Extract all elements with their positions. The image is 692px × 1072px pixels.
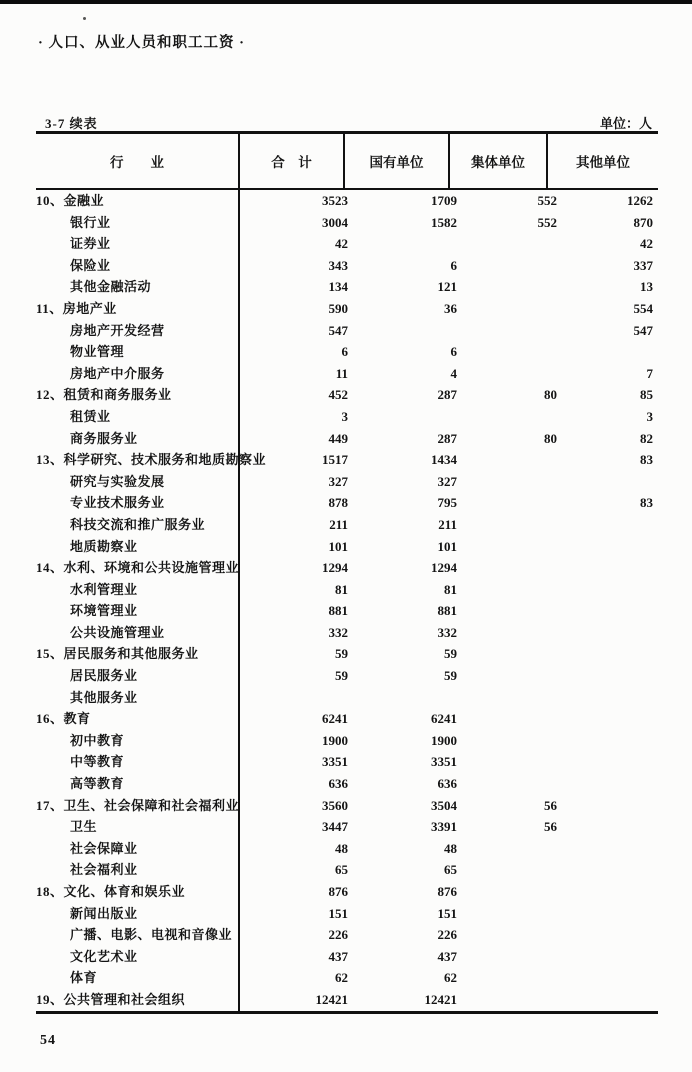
cell-total: 59 [335,646,348,662]
cell-total: 878 [328,495,348,511]
cell-state-owned: 6241 [431,711,457,727]
cell-state-owned: 62 [444,970,457,986]
table-row [36,449,658,471]
row-label-industry: 广播、电影、电视和音像业 [36,924,240,946]
row-label-industry: 其他服务业 [36,687,240,709]
row-label-industry: 房地产中介服务 [36,363,240,385]
table-header-row [36,134,658,190]
table-row [36,190,658,212]
cell-other: 83 [640,452,653,468]
chapter-title: · 人口、从业人员和职工工资 · [38,35,245,51]
table-row [36,687,658,709]
table-row [36,795,658,817]
cell-total: 590 [328,300,348,316]
row-label-industry: 物业管理 [36,341,240,363]
cell-state-owned: 1582 [431,214,457,230]
cell-state-owned: 332 [437,624,457,640]
cell-total: 6 [341,344,348,360]
row-label-industry: 12、租赁和商务服务业 [36,384,240,406]
cell-state-owned: 287 [437,387,457,403]
cell-total: 3004 [322,214,348,230]
table-body [36,190,658,1011]
row-label-industry: 15、居民服务和其他服务业 [36,643,240,665]
row-label-industry: 14、水利、环境和公共设施管理业 [36,557,240,579]
cell-total: 12421 [315,991,348,1007]
row-label-industry: 中等教育 [36,751,240,773]
row-label-industry: 文化艺术业 [36,946,240,968]
row-label-industry: 保险业 [36,255,240,277]
table-row [36,341,658,363]
row-label-industry: 租赁业 [36,406,240,428]
cell-total: 547 [328,322,348,338]
table-row [36,536,658,558]
cell-state-owned: 876 [437,884,457,899]
table-row [36,384,658,406]
row-label-industry: 10、金融业 [36,190,240,212]
table-row [36,428,658,450]
cell-total: 226 [328,927,348,943]
row-label-industry: 专业技术服务业 [36,492,240,514]
cell-state-owned: 3391 [431,819,457,835]
table-row [36,557,658,579]
table-row [36,708,658,730]
row-label-industry: 13、科学研究、技术服务和地质勘察业 [36,449,240,471]
cell-state-owned: 1294 [431,560,457,576]
cell-total: 81 [335,581,348,597]
cell-state-owned: 1709 [431,193,457,208]
cell-total: 1900 [322,732,348,748]
table-row [36,903,658,925]
row-label-industry: 11、房地产业 [36,298,240,320]
cell-total: 452 [328,387,348,403]
cell-other: 85 [640,387,653,403]
cell-state-owned: 6 [450,257,457,273]
cell-total: 437 [328,948,348,964]
cell-other: 7 [646,365,653,381]
cell-total: 11 [335,365,348,381]
row-label-industry: 社会保障业 [36,838,240,860]
cell-other: 3 [646,408,653,424]
cell-state-owned: 59 [444,668,457,684]
table-row [36,881,658,903]
cell-total: 6241 [322,711,348,727]
table-row [36,838,658,860]
row-label-industry: 房地产开发经营 [36,320,240,342]
table-row [36,320,658,342]
table-row [36,924,658,946]
table-row [36,967,658,989]
cell-state-owned: 795 [437,495,457,511]
column-header-total: 合 计 [240,134,345,188]
table-row [36,276,658,298]
table-row [36,773,658,795]
row-label-industry: 17、卫生、社会保障和社会福利业 [36,795,240,817]
row-label-industry: 银行业 [36,212,240,234]
cell-total: 211 [329,516,348,532]
row-label-industry: 卫生 [36,816,240,838]
table-row [36,212,658,234]
row-label-industry: 公共设施管理业 [36,622,240,644]
row-label-industry: 16、教育 [36,708,240,730]
cell-total: 636 [328,776,348,792]
statistics-table [36,131,658,1014]
cell-state-owned: 1900 [431,732,457,748]
row-label-industry: 证券业 [36,233,240,255]
cell-total: 881 [328,603,348,619]
cell-other: 547 [633,322,653,338]
row-label-industry: 18、文化、体育和娱乐业 [36,881,240,903]
column-header-collective: 集体单位 [450,134,548,188]
cell-other: 82 [640,430,653,446]
row-label-industry: 体育 [36,967,240,989]
cell-state-owned: 81 [444,581,457,597]
cell-state-owned: 437 [437,948,457,964]
cell-state-owned: 59 [444,646,457,662]
cell-total: 59 [335,668,348,684]
page-number: 54 [40,1033,56,1048]
column-header-other: 其他单位 [576,155,630,170]
cell-collective: 552 [537,214,557,230]
cell-total: 3 [341,408,348,424]
column-header-industry: 行 业 [36,134,240,188]
cell-total: 3523 [322,193,348,208]
table-row [36,406,658,428]
row-label-industry: 地质勘察业 [36,536,240,558]
row-label-industry: 研究与实验发展 [36,471,240,493]
row-label-industry: 商务服务业 [36,428,240,450]
row-label-industry: 初中教育 [36,730,240,752]
cell-state-owned: 4 [450,365,457,381]
table-row [36,298,658,320]
row-label-industry: 19、公共管理和社会组织 [36,989,240,1011]
cell-state-owned: 881 [437,603,457,619]
cell-total: 151 [328,905,348,921]
table-row [36,363,658,385]
cell-state-owned: 226 [437,927,457,943]
cell-total: 62 [335,970,348,986]
cell-other: 337 [633,257,653,273]
table-row [36,514,658,536]
row-label-industry: 环境管理业 [36,600,240,622]
table-caption: 3-7 续表 [45,116,98,131]
cell-total: 449 [328,430,348,446]
table-row [36,233,658,255]
cell-collective: 552 [537,193,557,208]
scan-speck [83,17,86,20]
table-row [36,816,658,838]
table-row [36,946,658,968]
cell-state-owned: 3504 [431,797,457,813]
cell-state-owned: 121 [437,279,457,295]
row-label-industry: 高等教育 [36,773,240,795]
cell-state-owned: 211 [438,516,457,532]
row-label-industry: 科技交流和推广服务业 [36,514,240,536]
row-label-industry: 新闻出版业 [36,903,240,925]
row-label-industry: 水利管理业 [36,579,240,601]
column-header-state-owned: 国有单位 [345,134,450,188]
row-label-industry: 社会福利业 [36,859,240,881]
table-row [36,730,658,752]
table-row [36,255,658,277]
cell-total: 327 [328,473,348,489]
row-label-industry: 其他金融活动 [36,276,240,298]
table-row [36,579,658,601]
table-row [36,622,658,644]
scan-edge-artifact [0,0,692,4]
cell-total: 101 [328,538,348,554]
cell-state-owned: 636 [437,776,457,792]
cell-state-owned: 101 [437,538,457,554]
table-row [36,643,658,665]
table-row [36,859,658,881]
table-row [36,492,658,514]
table-row [36,471,658,493]
table-row [36,989,658,1011]
cell-state-owned: 287 [437,430,457,446]
cell-state-owned: 3351 [431,754,457,770]
cell-total: 343 [328,257,348,273]
cell-state-owned: 48 [444,840,457,856]
cell-total: 3351 [322,754,348,770]
cell-total: 332 [328,624,348,640]
cell-collective: 56 [544,797,557,813]
cell-other: 13 [640,279,653,295]
cell-other: 42 [640,236,653,252]
table-row [36,600,658,622]
table-row [36,751,658,773]
cell-state-owned: 65 [444,862,457,878]
cell-state-owned: 6 [450,344,457,360]
cell-total: 65 [335,862,348,878]
cell-state-owned: 151 [437,905,457,921]
cell-state-owned: 1434 [431,452,457,468]
cell-total: 42 [335,236,348,252]
cell-total: 134 [328,279,348,295]
cell-other: 870 [633,214,653,230]
cell-total: 3447 [322,819,348,835]
cell-total: 1517 [322,452,348,468]
table-row [36,665,658,687]
cell-total: 876 [328,884,348,899]
cell-collective: 80 [544,387,557,403]
cell-other: 554 [633,300,653,316]
row-label-industry: 居民服务业 [36,665,240,687]
cell-state-owned: 36 [444,300,457,316]
cell-total: 48 [335,840,348,856]
cell-state-owned: 327 [437,473,457,489]
cell-collective: 56 [544,819,557,835]
cell-total: 1294 [322,560,348,576]
cell-state-owned: 12421 [424,991,457,1007]
cell-collective: 80 [544,430,557,446]
cell-other: 83 [640,495,653,511]
cell-other: 1262 [627,193,653,208]
unit-label: 单位：人 [599,116,652,131]
cell-total: 3560 [322,797,348,813]
